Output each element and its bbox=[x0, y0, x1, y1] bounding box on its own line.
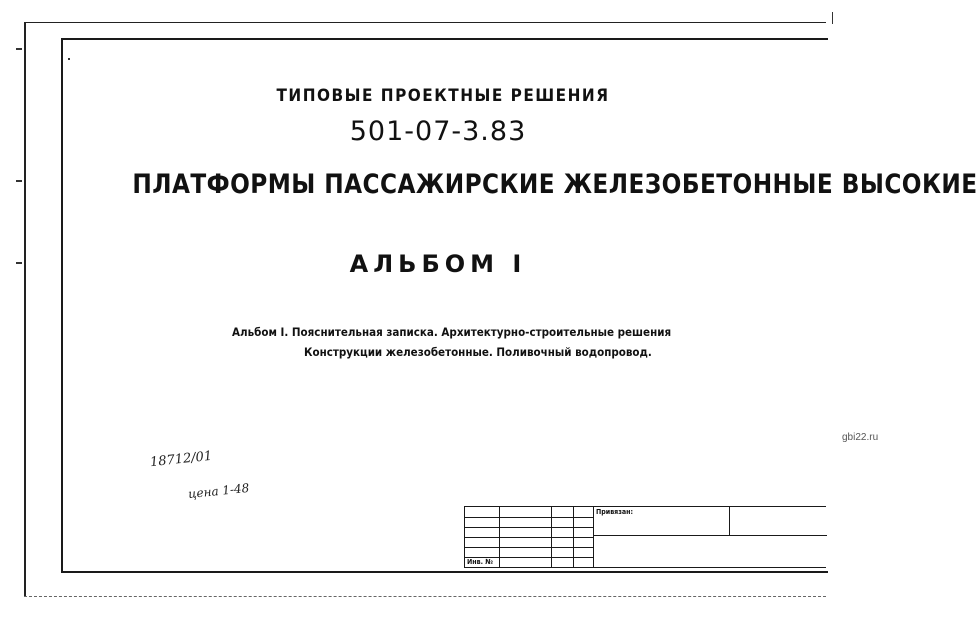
contents-line: Альбом I. Пояснительная записка. Архитектурно-строительные решения bbox=[232, 325, 672, 339]
table-line bbox=[465, 517, 593, 518]
title-block-table bbox=[464, 506, 826, 568]
binding-mark bbox=[16, 180, 22, 182]
table-line bbox=[729, 507, 730, 535]
corner-crop-mark bbox=[832, 12, 833, 24]
frame-dot bbox=[68, 58, 70, 60]
table-line bbox=[465, 527, 593, 528]
sheet-bottom-edge bbox=[24, 596, 826, 597]
sheet-top-edge bbox=[26, 22, 826, 23]
sheet-left-edge bbox=[24, 22, 26, 596]
album-contents bbox=[232, 322, 752, 362]
handwritten-number: 18712/01 bbox=[149, 448, 213, 471]
table-line bbox=[593, 507, 594, 567]
table-line bbox=[465, 537, 593, 538]
series-title: ТИПОВЫЕ ПРОЕКТНЫЕ РЕШЕНИЯ bbox=[276, 86, 610, 106]
document-main-title: ПЛАТФОРМЫ ПАССАЖИРСКИЕ ЖЕЛЕЗОБЕТОННЫЕ ВЫСОКИЕ bbox=[132, 169, 978, 200]
inventory-label: Инв. № bbox=[467, 558, 493, 566]
contents-line: Конструкции железобетонные. Поливочный водопровод. bbox=[304, 345, 652, 359]
handwritten-price: цена 1-48 bbox=[187, 480, 250, 502]
attached-label: Привязан: bbox=[596, 508, 633, 516]
album-label: АЛЬБОМ I bbox=[349, 250, 527, 278]
table-line bbox=[593, 535, 827, 536]
table-line bbox=[465, 547, 593, 548]
project-code: 501-07-3.83 bbox=[349, 116, 527, 147]
binding-mark bbox=[16, 48, 22, 50]
site-watermark: gbi22.ru bbox=[842, 432, 879, 443]
